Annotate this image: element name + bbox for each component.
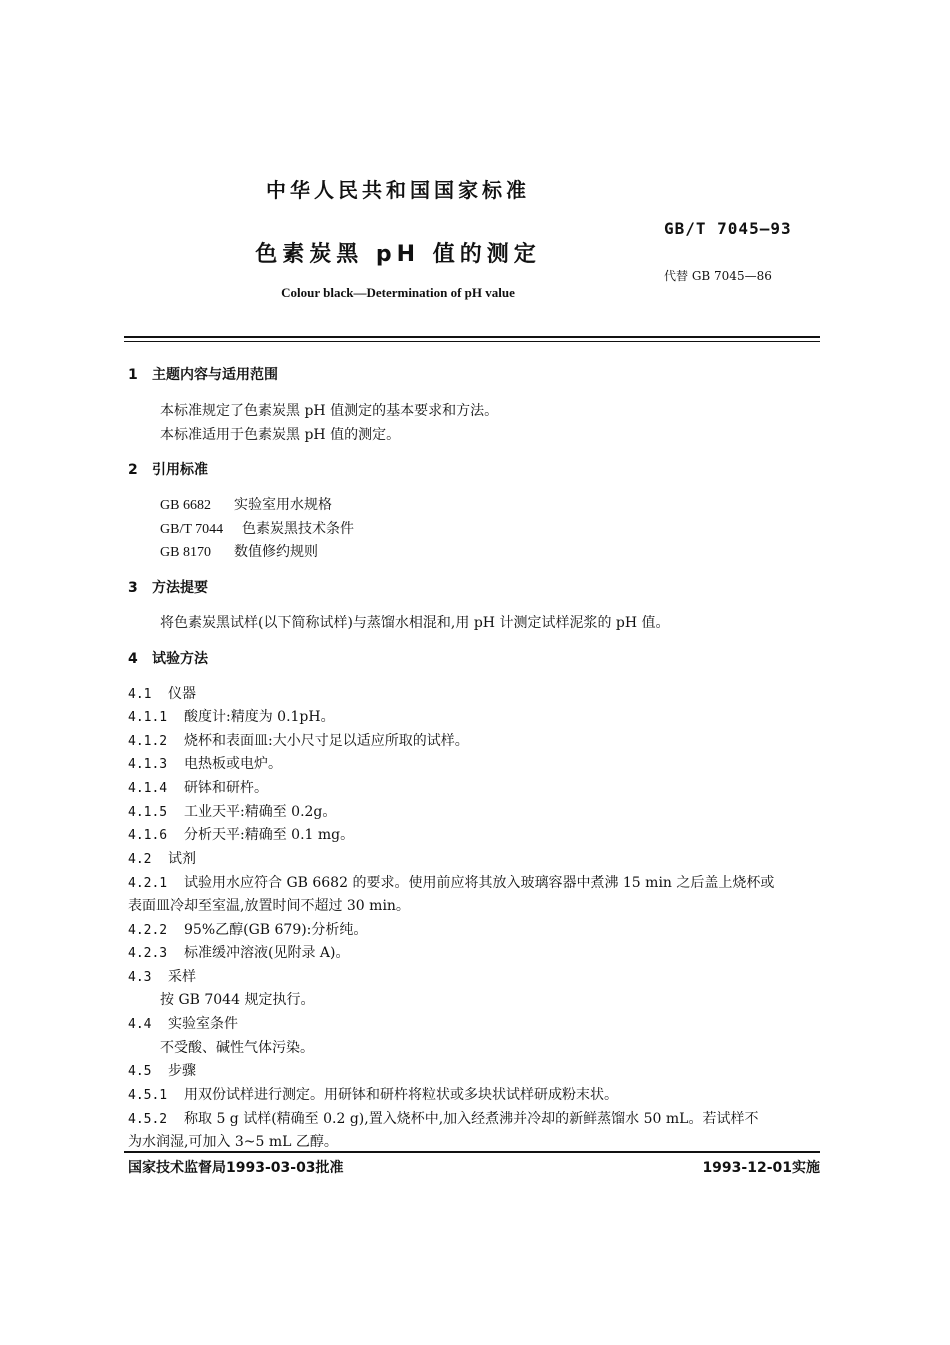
clause-number: 4.5.2 (128, 1112, 168, 1127)
clause (128, 1108, 758, 1128)
clause-number: 4.2.1 (128, 876, 168, 891)
reference-item (160, 518, 354, 538)
clause-number: 4.1.6 (128, 828, 168, 843)
clause-number: 4.1.5 (128, 805, 168, 820)
clause (128, 942, 349, 962)
clause-number: 4.1.3 (128, 757, 168, 772)
reference-code: GB 6682 (160, 498, 211, 513)
section-1-heading (128, 364, 278, 384)
clause-text: 试验用水应符合 GB 6682 的要求。使用前应将其放入玻璃容器中煮沸 15 min 之后盖上烧杯或 (184, 875, 775, 891)
clause-text: 仪器 (168, 686, 196, 702)
section-4-heading (128, 648, 208, 668)
reference-item (160, 541, 318, 561)
clause-continuation: 为水润湿,可加入 3~5 mL 乙醇。 (128, 1134, 338, 1150)
standard-number: GB/T 7045—93 (664, 219, 792, 238)
clause-number: 4.5.1 (128, 1088, 168, 1103)
clause-number: 4.2 (128, 852, 152, 867)
reference-item (160, 494, 332, 514)
clause (128, 872, 774, 892)
reference-name: 实验室用水规格 (234, 497, 332, 513)
clause (128, 801, 336, 821)
clause-number: 4.1.4 (128, 781, 168, 796)
section-title: 引用标准 (152, 462, 208, 478)
clause (128, 848, 196, 868)
paragraph: 本标准适用于色素炭黑 pH 值的测定。 (160, 427, 401, 443)
clause-text: 烧杯和表面皿:大小尺寸足以适应所取的试样。 (184, 733, 469, 749)
section-number: 4 (128, 651, 138, 667)
clause (128, 777, 268, 797)
clause (128, 683, 196, 703)
clause-text: 研钵和研杵。 (184, 780, 268, 796)
clause-number: 4.4 (128, 1017, 152, 1032)
clause-text: 标准缓冲溶液(见附录 A)。 (184, 945, 350, 961)
clause-text: 实验室条件 (168, 1016, 238, 1032)
clause (128, 919, 367, 939)
approval-line: 国家技术监督局1993-03-03批准 (128, 1160, 344, 1176)
reference-code: GB/T 7044 (160, 522, 224, 537)
clause-number: 4.1.2 (128, 734, 168, 749)
paragraph: 将色素炭黑试样(以下简称试样)与蒸馏水相混和,用 pH 计测定试样泥浆的 pH 值。 (160, 615, 670, 631)
paragraph: 不受酸、碱性气体污染。 (160, 1040, 314, 1056)
paragraph: 按 GB 7044 规定执行。 (160, 992, 315, 1008)
reference-code: GB 8170 (160, 545, 211, 560)
clause-text: 步骤 (168, 1063, 196, 1079)
section-title: 试验方法 (152, 651, 208, 667)
section-2-heading (128, 459, 208, 479)
clause (128, 824, 354, 844)
clause-text: 采样 (168, 969, 196, 985)
clause (128, 966, 196, 986)
clause (128, 1060, 196, 1080)
clause (128, 730, 469, 750)
section-title: 主题内容与适用范围 (152, 367, 278, 383)
clause (128, 1084, 618, 1104)
effective-date: 1993-12-01实施 (702, 1160, 820, 1176)
clause-number: 4.1.1 (128, 710, 168, 725)
section-title: 方法提要 (152, 580, 208, 596)
clause-text: 电热板或电炉。 (184, 756, 282, 772)
nation-title: 中华人民共和国国家标准 (266, 178, 530, 202)
reference-name: 色素炭黑技术条件 (242, 521, 354, 537)
clause-text: 95%乙醇(GB 679):分析纯。 (184, 922, 368, 938)
clause-text: 工业天平:精确至 0.2g。 (184, 804, 337, 820)
clause-number: 4.5 (128, 1064, 152, 1079)
section-number: 1 (128, 367, 138, 383)
header-divider-thin (124, 341, 820, 342)
section-3-heading (128, 577, 208, 597)
clause-number: 4.1 (128, 687, 152, 702)
paragraph: 本标准规定了色素炭黑 pH 值测定的基本要求和方法。 (160, 403, 499, 419)
replaces-note: 代替 GB 7045—86 (664, 269, 772, 283)
reference-name: 数值修约规则 (234, 544, 318, 560)
header-divider (124, 336, 820, 338)
clause-continuation: 表面皿冷却至室温,放置时间不超过 30 min。 (128, 898, 410, 914)
english-title: Colour black—Determination of pH value (281, 285, 515, 300)
clause-text: 分析天平:精确至 0.1 mg。 (184, 827, 355, 843)
clause-text: 酸度计:精度为 0.1pH。 (184, 709, 335, 725)
clause-number: 4.2.3 (128, 946, 168, 961)
section-number: 3 (128, 580, 138, 596)
clause-number: 4.3 (128, 970, 152, 985)
section-number: 2 (128, 462, 138, 478)
clause-text: 称取 5 g 试样(精确至 0.2 g),置入烧杯中,加入经煮沸并冷却的新鲜蒸馏水 50 mL。若试样不 (184, 1111, 759, 1127)
clause-number: 4.2.2 (128, 923, 168, 938)
footer-divider (124, 1151, 820, 1153)
clause (128, 753, 282, 773)
clause-text: 用双份试样进行测定。用研钵和研杵将粒状或多块状试样研成粉末状。 (184, 1087, 618, 1103)
clause (128, 1013, 238, 1033)
clause (128, 706, 335, 726)
document-title: 色素炭黑 pH 值的测定 (255, 242, 541, 267)
clause-text: 试剂 (168, 851, 196, 867)
